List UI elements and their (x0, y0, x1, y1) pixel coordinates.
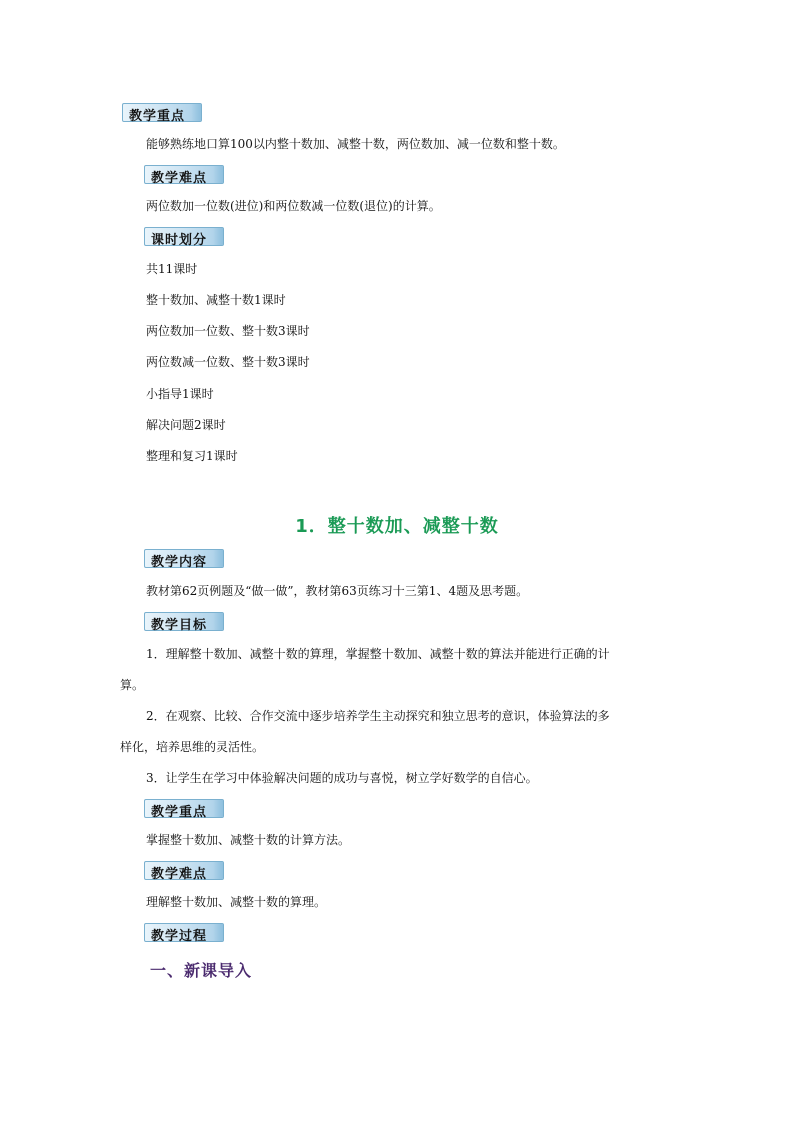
content-text: 教材第62页例题及“做一做”，教材第63页练习十三第1、4题及思考题。 (146, 584, 529, 598)
lesson-title: 1．整十数加、减整十数 (295, 516, 499, 537)
goals-header (144, 612, 224, 631)
schedule-item: 两位数减一位数、整十数3课时 (146, 355, 310, 369)
key-points-text: 能够熟练地口算100以内整十数加、减整十数，两位数加、减一位数和整十数。 (146, 137, 565, 151)
difficulty-text: 两位数加一位数(进位)和两位数减一位数(退位)的计算。 (146, 199, 441, 213)
lesson-key-points-header (144, 799, 224, 818)
lesson-difficulty-text: 理解整十数加、减整十数的算理。 (146, 895, 327, 909)
schedule-item: 两位数加一位数、整十数3课时 (146, 324, 310, 338)
lesson-difficulty-label: 教学难点 (151, 867, 208, 882)
schedule-label: 课时划分 (151, 233, 208, 248)
key-points-label: 教学重点 (129, 109, 186, 124)
process-header (144, 923, 224, 942)
content-label: 教学内容 (151, 555, 208, 570)
lesson-difficulty-header (144, 861, 224, 880)
goal-line: 算。 (120, 678, 145, 692)
goal-line: 1．理解整十数加、减整十数的算理，掌握整十数加、减整十数的算法并能进行正确的计 (146, 647, 610, 661)
difficulty-label: 教学难点 (151, 171, 208, 186)
schedule-item: 小指导1课时 (146, 387, 214, 401)
goals-label: 教学目标 (151, 618, 208, 633)
schedule-item: 解决问题2课时 (146, 418, 226, 432)
lesson-key-points-label: 教学重点 (151, 805, 208, 820)
difficulty-header (144, 165, 224, 184)
schedule-item: 整理和复习1课时 (146, 449, 238, 463)
key-points-header (122, 103, 202, 122)
goal-line: 样化，培养思维的灵活性。 (120, 740, 265, 754)
process-label: 教学过程 (151, 929, 208, 944)
lesson-key-points-text: 掌握整十数加、减整十数的计算方法。 (146, 833, 351, 847)
goal-line: 3．让学生在学习中体验解决问题的成功与喜悦，树立学好数学的自信心。 (146, 771, 538, 785)
content-header (144, 549, 224, 568)
schedule-header (144, 227, 224, 246)
goal-line: 2．在观察、比较、合作交流中逐步培养学生主动探究和独立思考的意识，体验算法的多 (146, 709, 610, 723)
schedule-item: 整十数加、减整十数1课时 (146, 293, 286, 307)
schedule-item: 共11课时 (146, 262, 198, 276)
process-subheading: 一、新课导入 (150, 961, 253, 980)
